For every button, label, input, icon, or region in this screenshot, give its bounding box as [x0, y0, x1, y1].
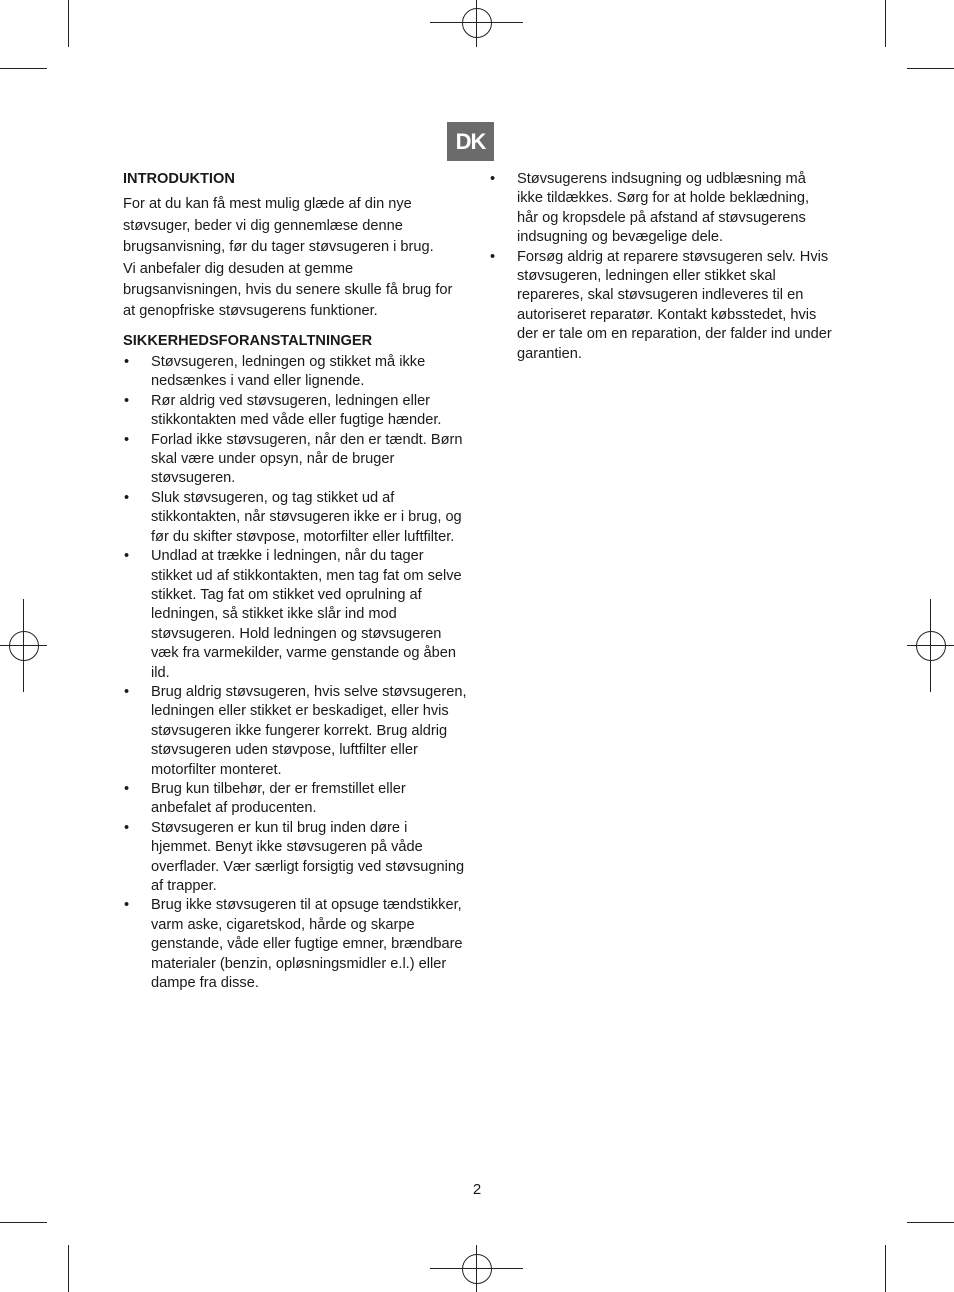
list-item-text: Brug kun tilbehør, der er fremstillet eller anbefalet af producenten. — [151, 780, 406, 817]
crop-mark — [68, 1245, 69, 1292]
list-item — [489, 248, 834, 364]
registration-circle — [9, 631, 39, 661]
list-item-text: Støvsugeren er kun til brug inden døre i hjemmet. Benyt ikke støvsugeren på våde overflader. Vær særligt forsigtig ved støvsugning af trapper. — [151, 819, 465, 894]
bullet: • — [124, 780, 130, 797]
crop-mark — [885, 1245, 886, 1292]
bullet: • — [124, 819, 130, 836]
bullet: • — [124, 489, 130, 506]
list-item-text: Forsøg aldrig at reparere støvsugeren selv. Hvis støvsugeren, ledningen eller stikket skal repareres, skal støvsugeren indleveres til en autoriseret reparatør. Kontakt købsstedet, hvis der er tale om en reparation, der falder ind under garantien. — [517, 248, 832, 362]
intro-heading: INTRODUKTION — [123, 171, 235, 187]
crop-mark — [0, 1222, 47, 1223]
list-item-text: Støvsugerens indsugning og udblæsning må ikke tildækkes. Sørg for at holde beklædning, hår og kropsdele på afstand af støvsugerens indsugning og bevægelige dele. — [517, 171, 810, 246]
crop-mark — [885, 0, 886, 47]
list-item-text: Forlad ikke støvsugeren, når den er tændt. Børn skal være under opsyn, når de bruger støvsugeren. — [151, 431, 463, 487]
bullet: • — [124, 683, 130, 700]
bullet: • — [124, 392, 130, 409]
bullet: • — [124, 354, 130, 371]
page-number: 2 — [472, 1181, 482, 1198]
list-item — [123, 547, 468, 683]
crop-mark — [68, 0, 69, 47]
bullet: • — [490, 248, 496, 265]
list-item-text: Brug aldrig støvsugeren, hvis selve støvsugeren, ledningen eller stikket er beskadiget, eller hvis støvsugeren ikke fungerer korrekt. Brug aldrig støvsugeren uden støvpose, luftfilter eller motorfilter monteret. — [151, 683, 467, 778]
list-item-text: Støvsugeren, ledningen og stikket må ikke nedsænkes i vand eller lignende. — [151, 354, 426, 390]
list-item-text: Rør aldrig ved støvsugeren, ledningen eller stikkontakten med våde eller fugtige hænder. — [151, 392, 442, 429]
list-item — [489, 170, 834, 248]
crop-mark — [907, 68, 954, 69]
list-item — [123, 683, 468, 780]
list-item — [123, 896, 468, 993]
list-item — [123, 489, 468, 547]
list-item — [123, 780, 468, 819]
crop-mark — [907, 1222, 954, 1223]
list-item — [123, 353, 468, 392]
registration-circle — [916, 631, 946, 661]
intro-paragraph: Vi anbefaler dig desuden at gemme brugsanvisningen, hvis du senere skulle få brug for at genopfriske støvsugerens funktioner. — [123, 261, 453, 320]
bullet: • — [124, 897, 130, 914]
list-item — [123, 819, 468, 897]
crop-mark — [0, 68, 47, 69]
bullet: • — [490, 171, 496, 187]
list-item — [123, 431, 468, 489]
registration-circle — [462, 8, 492, 38]
list-item-text: Undlad at trække i ledningen, når du tager stikket ud af stikkontakten, men tag fat om selve stikket. Tag fat om stikket ved oprulning af ledningen, så stikket ikke slår ind mod støvsugeren. Hold ledningen og støvsugeren væk fra varmekilder, varme genstande og åben ild. — [151, 548, 462, 681]
bullet: • — [124, 431, 130, 448]
language-badge: DK — [447, 122, 494, 161]
safety-list-continued — [489, 170, 834, 364]
intro-paragraph: For at du kan få mest mulig glæde af din nye støvsuger, beder vi dig gennemlæse denne brugsanvisning, før du tager støvsugeren i brug. — [123, 196, 434, 255]
right-column — [489, 170, 834, 364]
bullet: • — [124, 548, 130, 565]
list-item-text: Sluk støvsugeren, og tag stikket ud af stikkontakten, når støvsugeren ikke er i brug, og før du skifter støvpose, motorfilter eller luftfilter. — [151, 489, 462, 545]
list-item — [123, 392, 468, 431]
list-item-text: Brug ikke støvsugeren til at opsuge tændstikker, varm aske, cigaretskod, hårde og skarpe genstande, våde eller fugtige emner, brændbare materialer (benzin, opløsningsmidler e.l.) eller dampe fra disse. — [151, 897, 463, 992]
safety-heading: SIKKERHEDSFORANSTALTNINGER — [123, 332, 373, 349]
safety-list — [123, 353, 468, 993]
left-column — [123, 170, 468, 993]
registration-circle — [462, 1254, 492, 1284]
